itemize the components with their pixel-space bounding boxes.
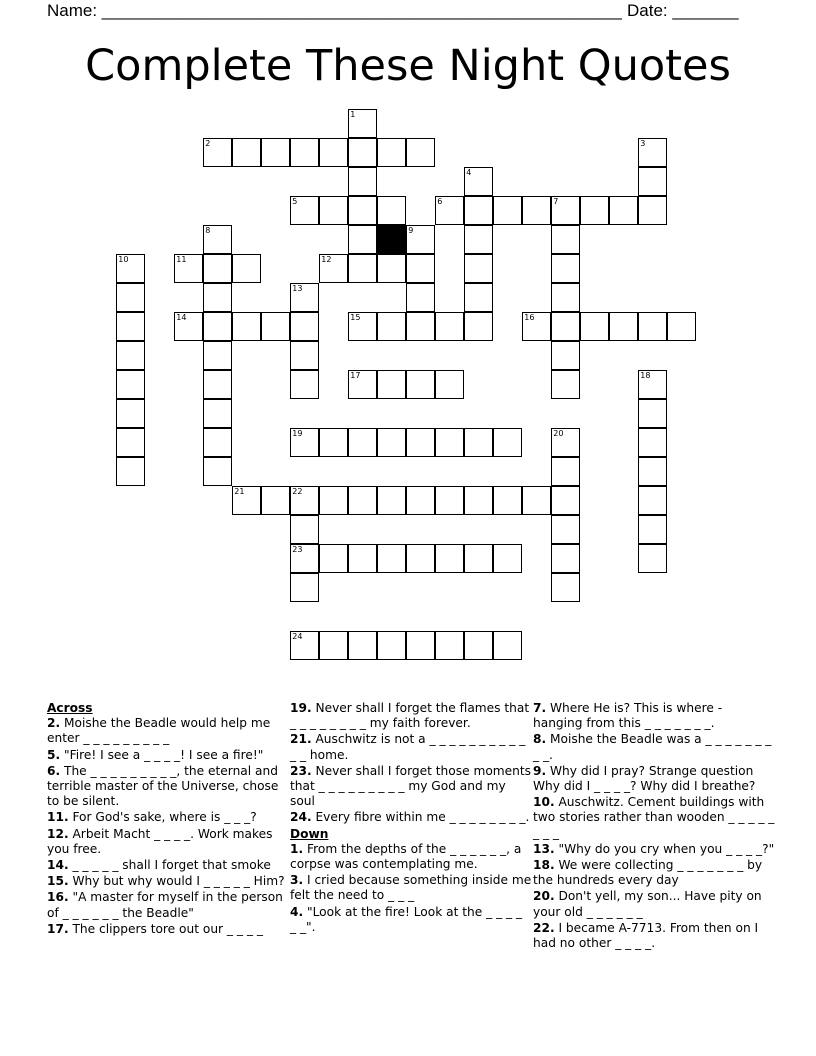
grid-cell[interactable] bbox=[290, 428, 319, 457]
clue-number: 9. bbox=[533, 763, 547, 778]
grid-cell[interactable] bbox=[348, 167, 377, 196]
clue-number-label: 4 bbox=[466, 168, 472, 178]
grid-cell[interactable] bbox=[406, 283, 435, 312]
grid-cell[interactable] bbox=[464, 428, 493, 457]
across-clue bbox=[47, 858, 289, 873]
grid-cell[interactable] bbox=[348, 254, 377, 283]
clue-text: Never shall I forget those moments that _ _ _ _ _ _ _ _ _ my God and my soul bbox=[290, 763, 531, 809]
clue-text: "A master for myself in the person of _ _ _ _ _ _ the Beadle" bbox=[47, 890, 283, 920]
grid-cell[interactable] bbox=[551, 225, 580, 254]
grid-cell[interactable] bbox=[464, 196, 493, 225]
down-clue bbox=[533, 764, 775, 794]
clue-number-label: 22 bbox=[292, 487, 303, 497]
grid-cell[interactable] bbox=[319, 254, 348, 283]
grid-cell[interactable] bbox=[551, 254, 580, 283]
grid-cell[interactable] bbox=[290, 515, 319, 544]
grid-cell[interactable] bbox=[435, 544, 464, 573]
grid-cell[interactable] bbox=[377, 312, 406, 341]
grid-cell[interactable] bbox=[290, 312, 319, 341]
grid-cell[interactable] bbox=[638, 399, 667, 428]
grid-cell[interactable] bbox=[319, 486, 348, 515]
grid-cell[interactable] bbox=[203, 283, 232, 312]
grid-cell[interactable] bbox=[493, 196, 522, 225]
grid-cell[interactable] bbox=[464, 167, 493, 196]
grid-cell[interactable] bbox=[377, 544, 406, 573]
clue-number-label: 9 bbox=[408, 226, 414, 236]
grid-cell[interactable] bbox=[116, 457, 145, 486]
grid-cell[interactable] bbox=[232, 138, 261, 167]
page-title: Complete These Night Quotes bbox=[85, 41, 731, 91]
clue-number: 1. bbox=[290, 841, 304, 856]
clue-text: Moishe the Beadle would help me enter _ _ _ _ _ _ _ _ _ bbox=[47, 716, 271, 746]
across-clue bbox=[47, 922, 289, 937]
grid-cell[interactable] bbox=[348, 544, 377, 573]
grid-cell[interactable] bbox=[406, 254, 435, 283]
clue-number: 5. bbox=[47, 747, 61, 762]
grid-cell[interactable] bbox=[464, 486, 493, 515]
down-clue bbox=[533, 795, 775, 841]
grid-cell[interactable] bbox=[551, 428, 580, 457]
clue-number-label: 1 bbox=[350, 110, 356, 120]
grid-cell[interactable] bbox=[406, 225, 435, 254]
grid-cell[interactable] bbox=[290, 631, 319, 660]
grid-cell[interactable] bbox=[319, 428, 348, 457]
grid-cell[interactable] bbox=[348, 428, 377, 457]
grid-cell[interactable] bbox=[203, 428, 232, 457]
across-clue bbox=[47, 890, 289, 920]
grid-cell[interactable] bbox=[464, 312, 493, 341]
grid-cell[interactable] bbox=[638, 138, 667, 167]
clue-text: The clippers tore out our _ _ _ _ bbox=[72, 921, 263, 936]
grid-cell[interactable] bbox=[638, 428, 667, 457]
clue-number-label: 7 bbox=[553, 197, 559, 207]
clue-number: 6. bbox=[47, 763, 61, 778]
clue-number: 23. bbox=[290, 763, 312, 778]
grid-cell[interactable] bbox=[406, 138, 435, 167]
grid-cell[interactable] bbox=[435, 370, 464, 399]
clue-number-label: 20 bbox=[553, 429, 564, 439]
grid-cell[interactable] bbox=[203, 341, 232, 370]
clue-text: "Why do you cry when you _ _ _ _?" bbox=[558, 841, 775, 856]
across-clue bbox=[290, 810, 532, 825]
grid-cell[interactable] bbox=[638, 486, 667, 515]
clues-column-2 bbox=[290, 701, 532, 936]
grid-cell[interactable] bbox=[116, 370, 145, 399]
down-clue bbox=[290, 842, 532, 872]
clue-number: 21. bbox=[290, 732, 312, 747]
clue-text: Don't yell, my son... Have pity on your old _ _ _ _ _ _ bbox=[533, 889, 762, 919]
down-clue bbox=[290, 873, 532, 903]
grid-cell[interactable] bbox=[203, 138, 232, 167]
grid-cell[interactable] bbox=[348, 631, 377, 660]
clue-number-label: 3 bbox=[640, 139, 646, 149]
clue-text: Every fibre within me _ _ _ _ _ _ _ _. bbox=[315, 810, 530, 825]
grid-cell[interactable] bbox=[638, 457, 667, 486]
clue-text: We were collecting _ _ _ _ _ _ _ by the hundreds every day bbox=[533, 858, 763, 888]
grid-cell[interactable] bbox=[290, 573, 319, 602]
grid-cell[interactable] bbox=[116, 399, 145, 428]
grid-cell[interactable] bbox=[348, 370, 377, 399]
grid-cell[interactable] bbox=[203, 457, 232, 486]
grid-cell[interactable] bbox=[493, 544, 522, 573]
grid-cell[interactable] bbox=[464, 254, 493, 283]
clue-number: 12. bbox=[47, 826, 69, 841]
grid-cell[interactable] bbox=[261, 138, 290, 167]
clue-number: 10. bbox=[533, 795, 555, 810]
clues-column-3 bbox=[533, 701, 775, 952]
grid-cell[interactable] bbox=[377, 631, 406, 660]
clue-number: 16. bbox=[47, 890, 69, 905]
clue-number-label: 8 bbox=[205, 226, 211, 236]
clue-number-label: 12 bbox=[321, 255, 332, 265]
grid-cell[interactable] bbox=[174, 312, 203, 341]
grid-cell[interactable] bbox=[348, 196, 377, 225]
across-clue bbox=[47, 874, 289, 889]
clue-number-label: 16 bbox=[524, 313, 535, 323]
down-clue bbox=[533, 701, 775, 731]
grid-cell[interactable] bbox=[551, 341, 580, 370]
grid-cell[interactable] bbox=[522, 196, 551, 225]
grid-cell[interactable] bbox=[116, 428, 145, 457]
grid-cell[interactable] bbox=[348, 138, 377, 167]
clue-text: Where He is? This is where - hanging from this _ _ _ _ _ _ _. bbox=[533, 701, 723, 731]
down-clue bbox=[533, 842, 775, 857]
grid-cell[interactable] bbox=[435, 312, 464, 341]
across-clue bbox=[290, 732, 532, 762]
grid-cell[interactable] bbox=[435, 196, 464, 225]
grid-cell[interactable] bbox=[580, 312, 609, 341]
across-clue bbox=[290, 764, 532, 810]
grid-cell[interactable] bbox=[261, 312, 290, 341]
black-square bbox=[377, 225, 406, 254]
clue-text: From the depths of the _ _ _ _ _ _, a corpse was contemplating me. bbox=[290, 841, 522, 872]
grid-cell[interactable] bbox=[638, 544, 667, 573]
down-clue bbox=[533, 921, 775, 951]
grid-cell[interactable] bbox=[464, 544, 493, 573]
clue-text: Auschwitz is not a _ _ _ _ _ _ _ _ _ _ _ _ home. bbox=[290, 732, 526, 762]
grid-cell[interactable] bbox=[116, 283, 145, 312]
clue-number-label: 19 bbox=[292, 429, 303, 439]
grid-cell[interactable] bbox=[464, 283, 493, 312]
across-clue bbox=[47, 827, 289, 857]
grid-cell[interactable] bbox=[203, 254, 232, 283]
grid-cell[interactable] bbox=[348, 225, 377, 254]
grid-cell[interactable] bbox=[203, 399, 232, 428]
grid-cell[interactable] bbox=[319, 631, 348, 660]
grid-cell[interactable] bbox=[348, 312, 377, 341]
clue-text: I cried because something inside me felt the need to _ _ _ bbox=[290, 873, 532, 903]
grid-cell[interactable] bbox=[406, 312, 435, 341]
clue-number: 4. bbox=[290, 904, 304, 919]
grid-cell[interactable] bbox=[377, 370, 406, 399]
across-clue bbox=[47, 716, 289, 746]
grid-cell[interactable] bbox=[290, 283, 319, 312]
clue-number: 18. bbox=[533, 858, 555, 873]
clue-text: I became A-7713. From then on I had no other _ _ _ _. bbox=[533, 920, 759, 951]
clue-text: Why but why would I _ _ _ _ _ Him? bbox=[72, 874, 285, 889]
across-clue bbox=[290, 701, 532, 731]
grid-cell[interactable] bbox=[290, 196, 319, 225]
clue-number: 7. bbox=[533, 701, 547, 715]
grid-cell[interactable] bbox=[232, 312, 261, 341]
clue-text: "Look at the fire! Look at the _ _ _ _ _ _". bbox=[290, 904, 523, 934]
grid-cell[interactable] bbox=[580, 196, 609, 225]
grid-cell[interactable] bbox=[290, 370, 319, 399]
down-clue bbox=[533, 858, 775, 888]
clue-number-label: 13 bbox=[292, 284, 303, 294]
clue-number: 13. bbox=[533, 841, 555, 856]
grid-cell[interactable] bbox=[551, 370, 580, 399]
grid-cell[interactable] bbox=[203, 225, 232, 254]
clue-number-label: 21 bbox=[234, 487, 245, 497]
grid-cell[interactable] bbox=[435, 428, 464, 457]
down-heading: Down bbox=[290, 826, 329, 841]
grid-cell[interactable] bbox=[551, 312, 580, 341]
across-heading: Across bbox=[47, 701, 93, 715]
clue-number-label: 11 bbox=[176, 255, 187, 265]
clue-number: 2. bbox=[47, 716, 61, 731]
clue-number-label: 24 bbox=[292, 632, 303, 642]
grid-cell[interactable] bbox=[551, 544, 580, 573]
name-field-label[interactable]: Name: _______________________________________________________ bbox=[47, 1, 622, 20]
grid-cell[interactable] bbox=[290, 138, 319, 167]
grid-cell[interactable] bbox=[319, 544, 348, 573]
grid-cell[interactable] bbox=[232, 254, 261, 283]
grid-cell[interactable] bbox=[406, 370, 435, 399]
grid-cell[interactable] bbox=[667, 312, 696, 341]
clue-number-label: 6 bbox=[437, 197, 443, 207]
grid-cell[interactable] bbox=[435, 486, 464, 515]
grid-cell[interactable] bbox=[290, 341, 319, 370]
grid-cell[interactable] bbox=[319, 196, 348, 225]
clue-number-label: 15 bbox=[350, 313, 361, 323]
grid-cell[interactable] bbox=[609, 312, 638, 341]
grid-cell[interactable] bbox=[551, 196, 580, 225]
grid-cell[interactable] bbox=[522, 486, 551, 515]
across-clue bbox=[47, 748, 289, 763]
clue-text: Moishe the Beadle was a _ _ _ _ _ _ _ _ _. bbox=[533, 732, 772, 762]
grid-cell[interactable] bbox=[290, 544, 319, 573]
clues-column-1 bbox=[47, 701, 289, 938]
clue-number: 22. bbox=[533, 920, 555, 935]
grid-cell[interactable] bbox=[377, 486, 406, 515]
grid-cell[interactable] bbox=[261, 486, 290, 515]
clue-text: The _ _ _ _ _ _ _ _ _, the eternal and terrible master of the Universe, chose to be silent. bbox=[47, 763, 279, 809]
clue-number-label: 5 bbox=[292, 197, 298, 207]
clue-number-label: 2 bbox=[205, 139, 211, 149]
grid-cell[interactable] bbox=[377, 138, 406, 167]
clue-number: 20. bbox=[533, 889, 555, 904]
grid-cell[interactable] bbox=[377, 428, 406, 457]
grid-cell[interactable] bbox=[232, 486, 261, 515]
grid-cell[interactable] bbox=[638, 196, 667, 225]
grid-cell[interactable] bbox=[551, 457, 580, 486]
grid-cell[interactable] bbox=[638, 370, 667, 399]
clue-text: Auschwitz. Cement buildings with two stories rather than wooden _ _ _ _ _ _ _ _ bbox=[533, 795, 775, 840]
grid-cell[interactable] bbox=[116, 254, 145, 283]
clue-text: For God's sake, where is _ _ _? bbox=[72, 810, 257, 825]
clue-number: 24. bbox=[290, 810, 312, 825]
grid-cell[interactable] bbox=[493, 631, 522, 660]
clue-number-label: 18 bbox=[640, 371, 651, 381]
grid-cell[interactable] bbox=[464, 631, 493, 660]
grid-cell[interactable] bbox=[435, 631, 464, 660]
grid-cell[interactable] bbox=[203, 312, 232, 341]
grid-cell[interactable] bbox=[493, 486, 522, 515]
grid-cell[interactable] bbox=[377, 254, 406, 283]
grid-cell[interactable] bbox=[551, 573, 580, 602]
clue-number: 3. bbox=[290, 873, 304, 888]
grid-cell[interactable] bbox=[174, 254, 203, 283]
grid-cell[interactable] bbox=[319, 138, 348, 167]
grid-cell[interactable] bbox=[522, 312, 551, 341]
grid-cell[interactable] bbox=[551, 486, 580, 515]
down-clue bbox=[533, 732, 775, 762]
grid-cell[interactable] bbox=[551, 515, 580, 544]
clue-text: Never shall I forget the flames that _ _ _ _ _ _ _ _ my faith forever. bbox=[290, 701, 530, 731]
clue-number-label: 10 bbox=[118, 255, 129, 265]
clue-text: "Fire! I see a _ _ _ _! I see a fire!" bbox=[64, 747, 264, 762]
grid-cell[interactable] bbox=[638, 312, 667, 341]
grid-cell[interactable] bbox=[609, 196, 638, 225]
clue-number-label: 17 bbox=[350, 371, 361, 381]
across-clue bbox=[47, 810, 289, 825]
clue-number: 14. bbox=[47, 858, 69, 873]
grid-cell[interactable] bbox=[464, 225, 493, 254]
grid-cell[interactable] bbox=[377, 196, 406, 225]
across-clue bbox=[47, 764, 289, 810]
grid-cell[interactable] bbox=[406, 428, 435, 457]
grid-cell[interactable] bbox=[203, 370, 232, 399]
grid-cell[interactable] bbox=[290, 486, 319, 515]
grid-cell[interactable] bbox=[638, 515, 667, 544]
clue-number: 17. bbox=[47, 921, 69, 936]
grid-cell[interactable] bbox=[638, 167, 667, 196]
clue-number: 15. bbox=[47, 874, 69, 889]
clue-number: 11. bbox=[47, 810, 69, 825]
clue-number-label: 23 bbox=[292, 545, 303, 555]
date-field-label[interactable]: Date: _______ bbox=[627, 1, 739, 20]
grid-cell[interactable] bbox=[348, 109, 377, 138]
grid-cell[interactable] bbox=[406, 631, 435, 660]
clue-number-label: 14 bbox=[176, 313, 187, 323]
clue-text: _ _ _ _ _ shall I forget that smoke bbox=[72, 858, 271, 873]
grid-cell[interactable] bbox=[406, 544, 435, 573]
down-clue bbox=[290, 905, 532, 935]
down-clue bbox=[533, 889, 775, 919]
grid-cell[interactable] bbox=[493, 428, 522, 457]
grid-cell[interactable] bbox=[116, 341, 145, 370]
clue-number: 19. bbox=[290, 701, 312, 715]
grid-cell[interactable] bbox=[116, 312, 145, 341]
grid-cell[interactable] bbox=[551, 283, 580, 312]
clue-number: 8. bbox=[533, 732, 547, 747]
clue-text: Why did I pray? Strange question Why did I _ _ _ _? Why did I breathe? bbox=[533, 763, 756, 794]
grid-cell[interactable] bbox=[348, 486, 377, 515]
grid-cell[interactable] bbox=[406, 486, 435, 515]
clue-text: Arbeit Macht _ _ _ _. Work makes you free. bbox=[47, 826, 273, 856]
